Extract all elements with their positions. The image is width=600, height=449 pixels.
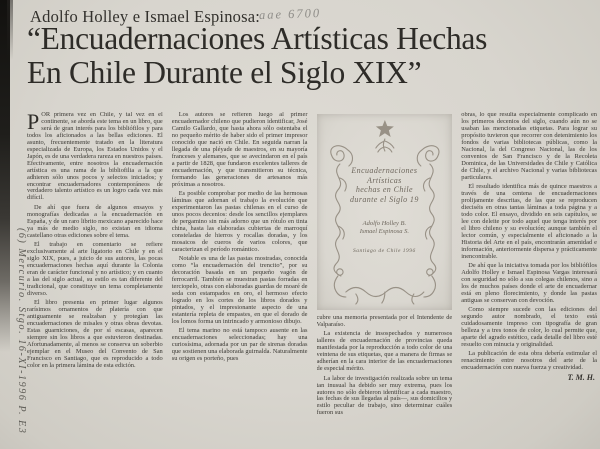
headline-line-1: “Encuadernaciones Artísticas Hechas (27, 21, 488, 56)
article-paragraph: De ahí que fuera de algunos ensayos y monografías dedicadas a la encuadernación en España, y de un raro librito mexicano aparecido hace ya más de medio siglo, no existan en idioma castellano otras ediciones sobre el tema. (27, 203, 163, 239)
article-paragraph: El trabajo en comentario se refiere exclusivamente al arte ligatorio en Chile y en el siglo XIX, pues, a juicio de sus autores, las pocas encuadernaciones hechas aquí durante la Colonia eran de carácter funcional y no artístico; y en cuanto a las del siglo actual, su estilo es tan diferente del tradicional, que constituye un tema completamente diverso. (27, 241, 163, 297)
scan-edge-smudge (7, 0, 13, 60)
article-paragraph: La labor de investigación realizada sobre un tema tan inusual ha debido ser muy extrema, pues los autores no sólo debieron identificar a cada maestro, las fechas de sus llegadas al país—, sus domicilios y estilo peculiar de trabajo, sino determinar cuáles fueron sus (316, 374, 453, 417)
article-paragraph: obras, lo que resulta especialmente complicado en los primeros decenios del siglo, cuando aún no se usaban las mencionadas etiquetas. Para lograr su propósito tuvieron que recorrer con detenimiento los fondos de varias bibliotecas públicas, como la Nacional, la del Congreso Nacional, las de los conventos de San Francisco y de la Recoleta Dominica, de las Universidades de Chile y Católica de Chile, y el archivo Nacional y varias bibliotecas particulares. (461, 112, 597, 181)
article-paragraph: Es posible comprobar por medio de las hermosas láminas que adornan el trabajo la evolución que experimentaron las pastas chilenas en el curso de unos pocos decenios: desde los sencillos ejemplares de pergamino sin más adorno que un rótulo en tinta china, hasta las elaboradas cubiertas de marroquí consteladas de hierros y rocallas doradas, y los mosaicos de cueros de varios colores, que caracterizan el período romántico. (171, 189, 308, 253)
article-paragraph: La existencia de insospechados y numerosos talleres de encuadernación de provincias queda manifestada por la reproducción a todo color de una veintena de sus etiquetas, que a manera de firmas se adherían en la cara interior de las encuadernaciones de especial mérito. (316, 330, 453, 373)
article-paragraph: Los autores se refieren luego al primer encuadernador chileno que pudieron identificar, José Camilo Gallardo, que hasta ahora sólo ostentaba el no pequeño mérito de haber sido el primer impresor conocido que nació en Chile. En seguida narran la llegada de una pléyade de maestros, en su mayoría franceses y alemanes, que se avecindaron en el país a partir de 1828, que fundaron excelentes talleres de encuadernación, y que transmitieron su técnica, formando las generaciones de artesanos más próximas a nosotros. (171, 112, 308, 188)
book-plate-text (317, 114, 453, 310)
article-paragraph: POR primera vez en Chile, y tal vez en el continente, se aborda este tema en un libro, que será de gran interés para los bibliófilos y para todos los aficionados a las bellas ediciones. El asunto, frecuentemente tratado en la literatura especializada de Europa, los Estados Unidos y el Japón, es de una verdadera rareza en nuestros países. Efectivamente, entre nosotros la encuadernación artística es una rama de la bibliofilia a la que adhieren sólo unos pocos y selectos iniciados; y encontrar encuadernadores contemporáneos de verdadero talento artístico es un logro cada vez más difícil. (27, 112, 163, 202)
article-paragraph: Como siempre sucede con las ediciones del segundo autor nombrado, el texto está cuidadosamente impreso con tipografía de gran belleza y a tres tonos de color, lo cual permite que, aparte del agrado estético, cada detalle del libro esté resuelto con minucia y originalidad. (461, 306, 597, 348)
article-column-2 (172, 112, 308, 446)
article-paragraph: La publicación de esta obra debería estimular el renacimiento entre nosotros del arte de la encuadernación con nueva fuerza y creatividad. (461, 350, 597, 372)
article-kicker: Adolfo Holley e Ismael Espinosa: (30, 7, 261, 26)
handwritten-margin-note: (6) Mercurio. Stgo. 16-XI-1996 P. E3 (16, 228, 27, 435)
article-paragraph: El libro presenta en primer lugar algunos rarísimos ornamentos de platería con que antiguamente se realzaban y protegían las encuadernaciones de misales y otras obras devotas. Estas guarniciones, de por sí escasas, aparecen siempre sin los libros a que estuvieron destinadas. Afortunadamente, al menos se conserva un soberbio ejemplar en el Museo del Convento de San Francisco en Santiago, que es reproducido a todo color en la primera lámina de esta edición. (27, 299, 163, 369)
article-column-1 (27, 112, 163, 446)
drop-cap: P (27, 112, 40, 134)
article-body (27, 112, 597, 446)
article-paragraph: El tema marino no está tampoco ausente en las encuadernaciones seleccionadas; hay una curiosísima, adornada por un par de sirenas doradas que sostienen una elaborada guirnalda. Naturalmente su origen es porteño, pues (171, 327, 308, 362)
book-plate-authors: Adolfo Holley B. Ismael Espinosa S. (359, 220, 410, 235)
article-paragraph: cubre una memoria presentada por el Intendente de Valparaíso. (316, 314, 453, 328)
article-paragraph: Notable es una de las pastas mostradas, conocida como “la encuadernación del trencito”, por su decoración basada en un pequeño vagón de ferrocarril. También se muestran pastas forradas en terciopelo, otras con elaboradas guardas de moaré de seda con estampados en oro, el hermoso efecto logrado en los cortes de los libros dorados y pintados, y el impresionante aspecto de una estantería repleta de empastes, en que el dorado de los lomos forma un intrincado y armonioso dibujo. (171, 255, 308, 325)
book-plate-imprint: Santiago de Chile 1996 (352, 248, 416, 254)
handwritten-catalog-code: aae 6700 (258, 5, 322, 23)
article-paragraph: El resultado identifica más de quince maestros a través de una centena de encuadernaciones prolijamente descritas, de las que se reproducen dieciséis en otras tantas láminas a toda página y a todo color. El ensayo, dividido en seis capítulos, se lee con deleite por todo aquel que tenga interés por el libro chileno y su evolución; aunque también el lector común, y especialmente el aficionado a la Historia del Arte en el país, encontrarán amenidad e información, anteriormente dispersa y prácticamente inencontrable. (461, 183, 597, 260)
article-headline (27, 22, 599, 89)
book-plate-title: Encuadernaciones Artísticas hechas en Chile durante el Siglo 19 (350, 166, 419, 204)
article-column-3 (317, 112, 453, 446)
author-initials: T. M. H. (567, 373, 595, 383)
book-title-page-photo (317, 114, 453, 310)
headline-line-2: En Chile Durante el Siglo XIX” (27, 54, 422, 90)
article-paragraph: De ahí que la iniciativa tomada por los bibliófilos Adolfo Holley e Ismael Espinosa Vargas interesará con seguridad no sólo a sus colegas chilenos, sino a los de muchos países donde el arte de encuadernar está en pleno florecimiento, y donde las pastas antiguas se conservan con devoción. (461, 262, 597, 304)
article-column-4 (461, 112, 597, 446)
